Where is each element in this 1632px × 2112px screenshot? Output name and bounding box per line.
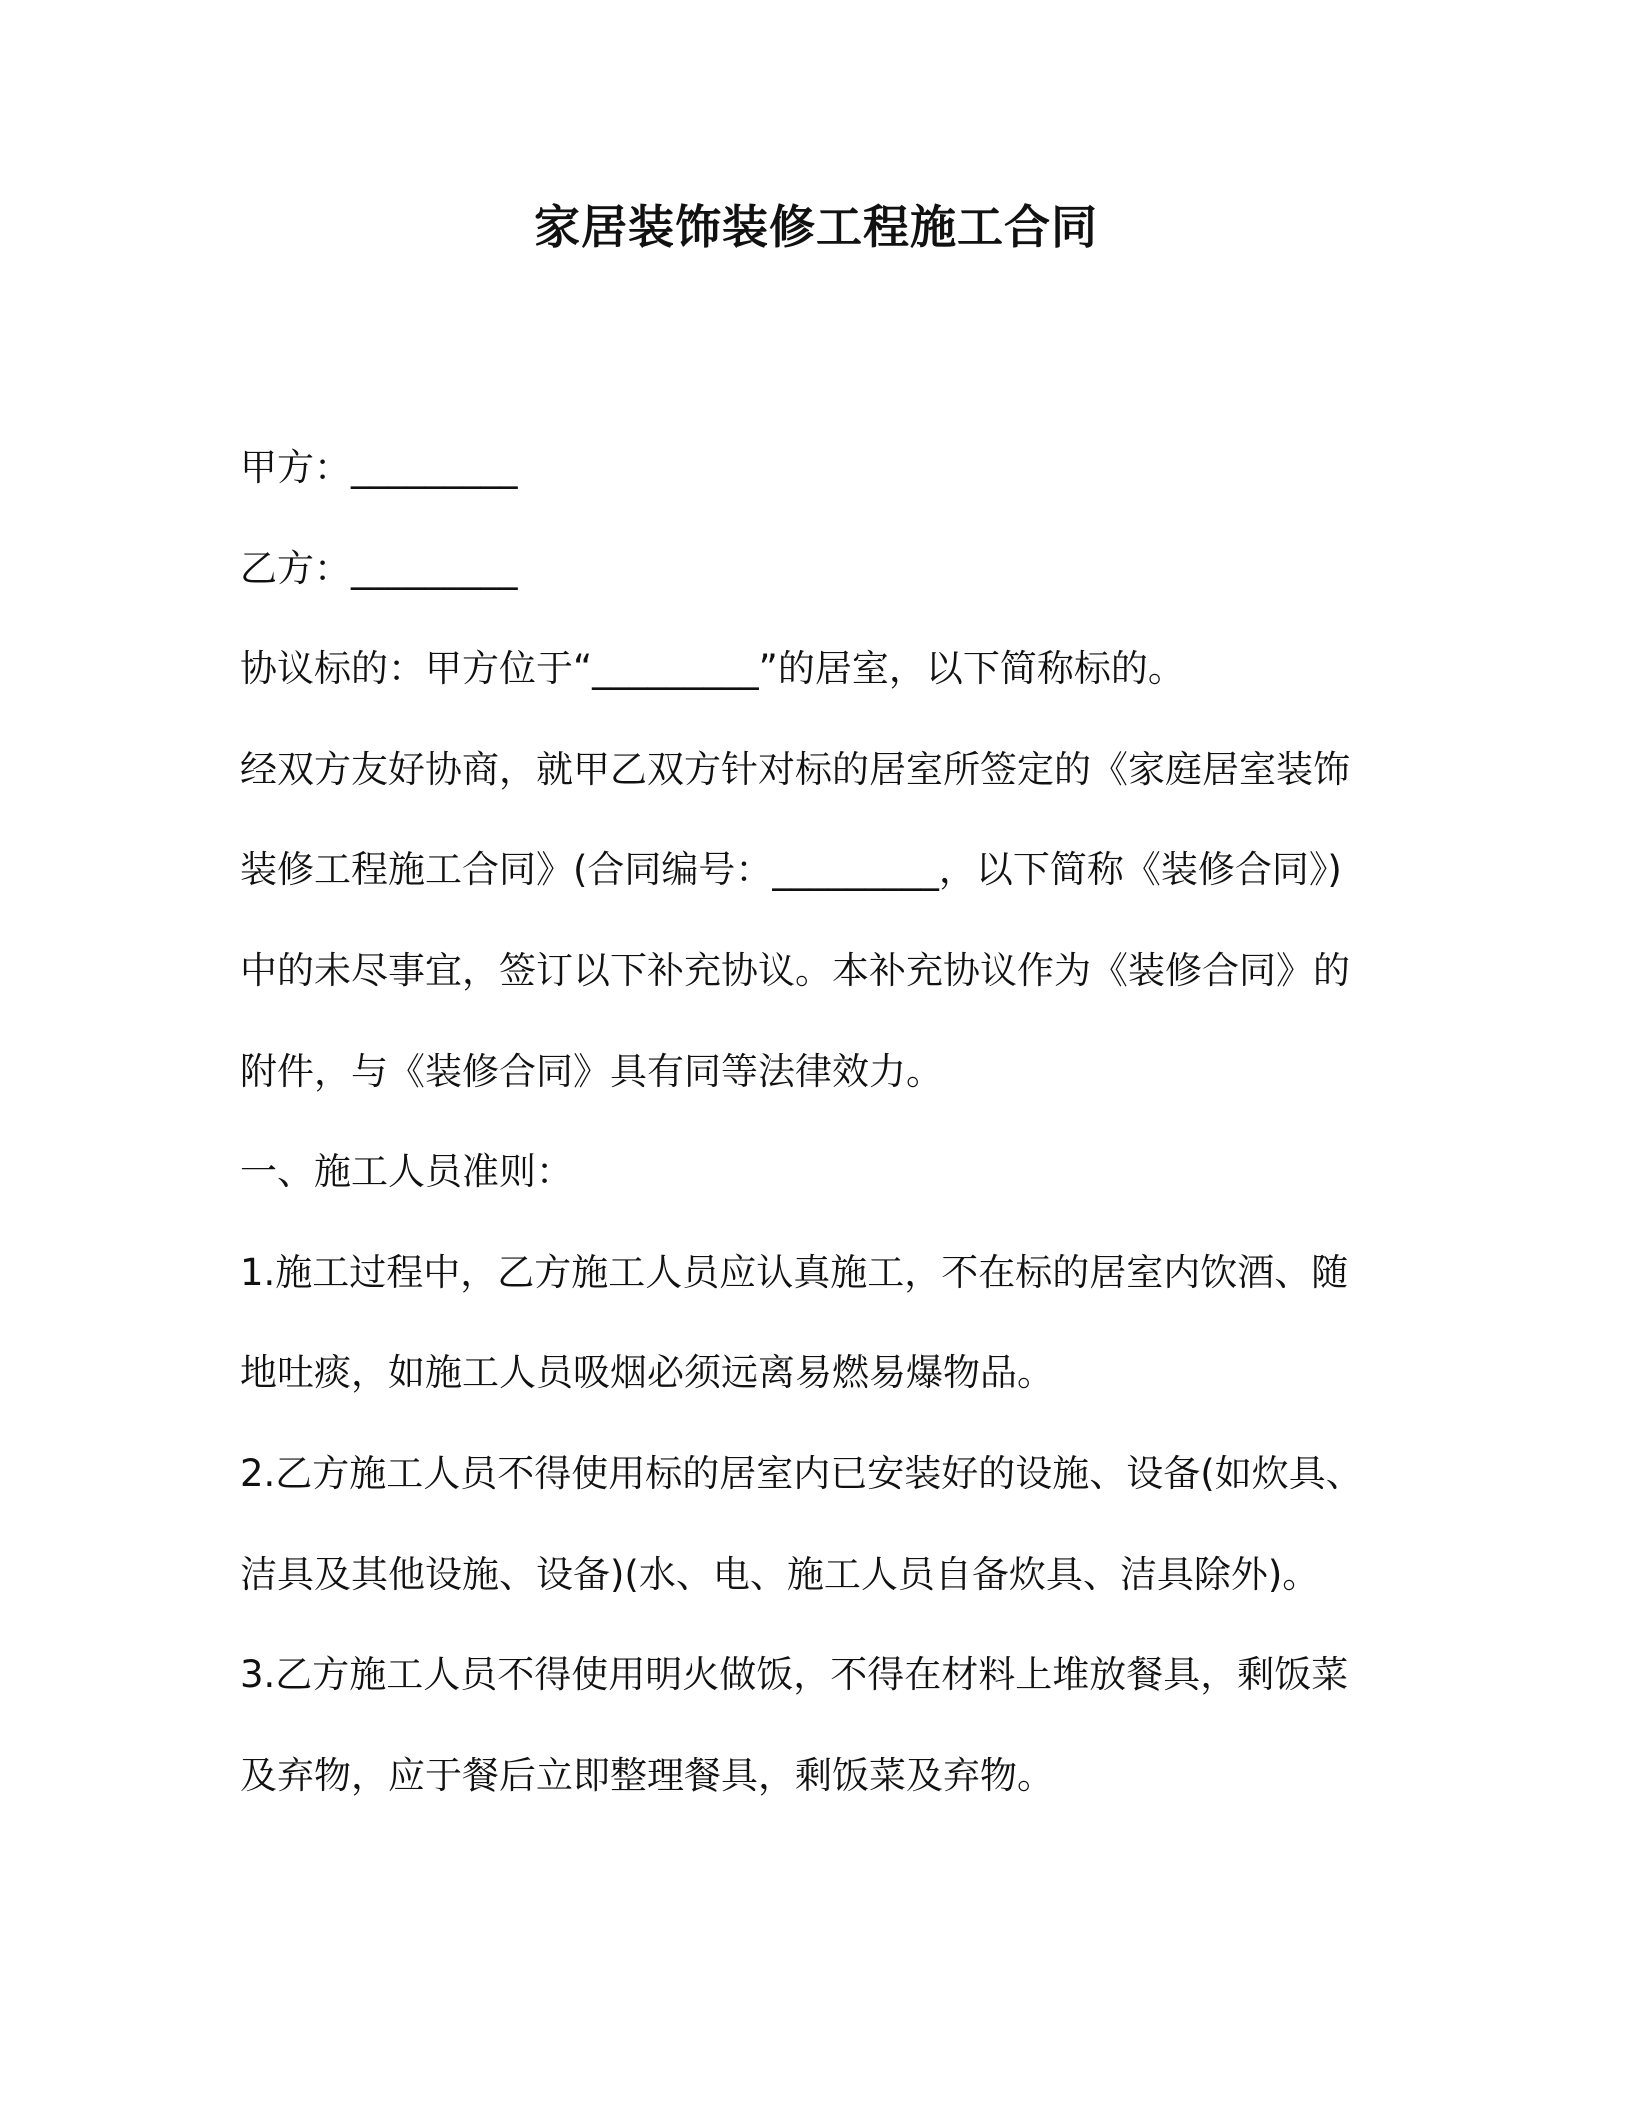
clause-1-line: 1.施工过程中，乙方施工人员应认真施工，不在标的居室内饮酒、随 (240, 1250, 1349, 1294)
paragraph-line: 中的未尽事宜，签订以下补充协议。本补充协议作为《装修合同》的 (240, 948, 1350, 992)
party-b-line: 乙方：_________ (240, 546, 518, 590)
agreement-subject-line: 协议标的：甲方位于“_________”的居室，以下简称标的。 (240, 647, 1185, 691)
clause-1-line: 地吐痰，如施工人员吸烟必须远离易燃易爆物品。 (240, 1351, 1054, 1395)
party-a-line: 甲方：_________ (240, 446, 518, 489)
paragraph-line: 经双方友好协商，就甲乙双方针对标的居室所签定的《家庭居室装饰 (240, 747, 1350, 791)
paragraph-line: 装修工程施工合同》(合同编号：_________，以下简称《装修合同》) (240, 848, 1342, 892)
section-heading: 一、施工人员准则： (240, 1150, 573, 1194)
document-title: 家居装饰装修工程施工合同 (534, 200, 1098, 254)
clause-3-line: 及弃物，应于餐后立即整理餐具，剩饭菜及弃物。 (240, 1753, 1054, 1797)
clause-3-line: 3.乙方施工人员不得使用明火做饭，不得在材料上堆放餐具，剩饭菜 (240, 1653, 1349, 1697)
paragraph-line: 附件，与《装修合同》具有同等法律效力。 (240, 1049, 943, 1093)
clause-2-line: 洁具及其他设施、设备)(水、电、施工人员自备炊具、洁具除外)。 (240, 1552, 1320, 1596)
clause-2-line: 2.乙方施工人员不得使用标的居室内已安装好的设施、设备(如炊具、 (240, 1451, 1363, 1495)
document-body (240, 418, 1400, 1826)
